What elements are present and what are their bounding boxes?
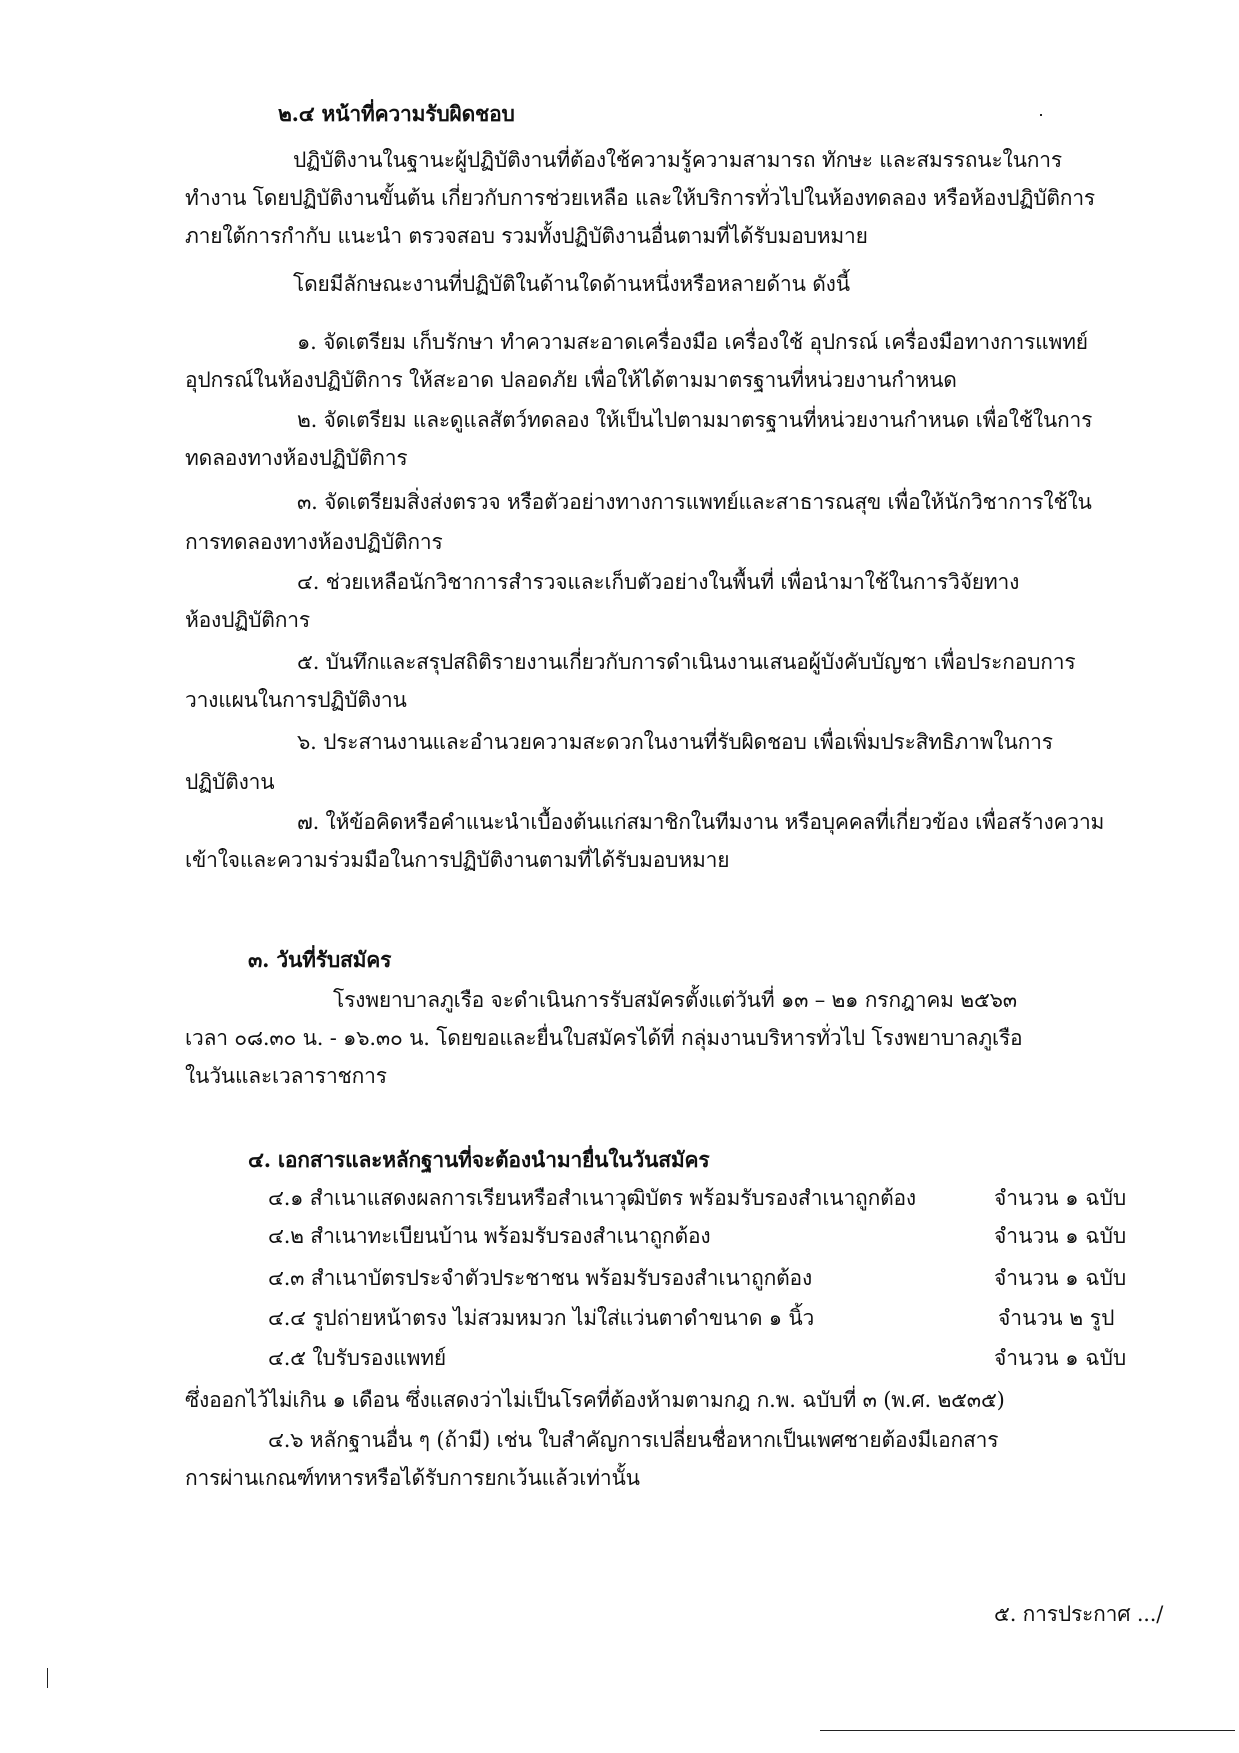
duties-intro: โดยมีลักษณะงานที่ปฏิบัติในด้านใดด้านหนึ่งหรือหลายด้าน ดังนี้ [293, 272, 850, 296]
duty-item-6-line-2: ปฏิบัติงาน [185, 770, 275, 794]
scan-speck [1040, 114, 1042, 116]
scan-edge-mark [47, 1668, 48, 1688]
duty-item-1-line-2: อุปกรณ์ในห้องปฏิบัติการ ให้สะอาด ปลอดภัย เพื่อให้ได้ตามมาตรฐานที่หน่วยงานกำหนด [185, 368, 957, 392]
duty-item-5-line-1: ๕. บันทึกและสรุปสถิติรายงานเกี่ยวกับการดำเนินงานเสนอผู้บังคับบัญชา เพื่อประกอบการ [297, 650, 1076, 674]
medical-certificate-note: ซึ่งออกไว้ไม่เกิน ๑ เดือน ซึ่งแสดงว่าไม่เป็นโรคที่ต้องห้ามตามกฎ ก.พ. ฉบับที่ ๓ (พ.ศ. ๒๕๓๕) [185, 1388, 1005, 1412]
duties-paragraph-line-2: ทำงาน โดยปฏิบัติงานขั้นต้น เกี่ยวกับการช่วยเหลือ และให้บริการทั่วไปในห้องทดลอง หรือห้องปฏิบัติการ [185, 186, 1095, 210]
duty-item-2-line-2: ทดลองทางห้องปฏิบัติการ [185, 446, 408, 470]
application-date-line-3: ในวันและเวลาราชการ [185, 1064, 387, 1088]
application-date-line-2: เวลา ๐๘.๓๐ น. - ๑๖.๓๐ น. โดยขอและยื่นใบสมัครได้ที่ กลุ่มงานบริหารทั่วไป โรงพยาบาลภูเรือ [185, 1026, 1023, 1050]
section-3-heading: ๓. วันที่รับสมัคร [248, 947, 392, 972]
duty-item-2-line-1: ๒. จัดเตรียม และดูแลสัตว์ทดลอง ให้เป็นไปตามมาตรฐานที่หน่วยงานกำหนด เพื่อใช้ในการ [297, 408, 1093, 432]
duties-paragraph-line-1: ปฏิบัติงานในฐานะผู้ปฏิบัติงานที่ต้องใช้ความรู้ความสามารถ ทักษะ และสมรรถนะในการ [293, 148, 1062, 172]
duties-paragraph-line-3: ภายใต้การกำกับ แนะนำ ตรวจสอบ รวมทั้งปฏิบัติงานอื่นตามที่ได้รับมอบหมาย [185, 224, 868, 248]
document-item-4-1: ๔.๑ สำเนาแสดงผลการเรียนหรือสำเนาวุฒิบัตร พร้อมรับรองสำเนาถูกต้อง [268, 1186, 916, 1210]
document-item-4-1-copies: จำนวน ๑ ฉบับ [994, 1186, 1127, 1210]
duty-item-4-line-1: ๔. ช่วยเหลือนักวิชาการสำรวจและเก็บตัวอย่างในพื้นที่ เพื่อนำมาใช้ในการวิจัยทาง [297, 570, 1020, 594]
document-item-4-4: ๔.๔ รูปถ่ายหน้าตรง ไม่สวมหมวก ไม่ใส่แว่นตาดำขนาด ๑ นิ้ว [268, 1306, 815, 1330]
document-item-4-3: ๔.๓ สำเนาบัตรประจำตัวประชาชน พร้อมรับรองสำเนาถูกต้อง [268, 1266, 813, 1290]
duty-item-7-line-1: ๗. ให้ข้อคิดหรือคำแนะนำเบื้องต้นแก่สมาชิกในทีมงาน หรือบุคคลที่เกี่ยวข้อง เพื่อสร้างความ [297, 810, 1105, 834]
document-item-4-4-copies: จำนวน ๒ รูป [998, 1306, 1115, 1330]
duty-item-3-line-1: ๓. จัดเตรียมสิ่งส่งตรวจ หรือตัวอย่างทางการแพทย์และสาธารณสุข เพื่อให้นักวิชาการใช้ใน [297, 490, 1092, 514]
document-item-4-5-copies: จำนวน ๑ ฉบับ [994, 1346, 1127, 1370]
document-item-4-2: ๔.๒ สำเนาทะเบียนบ้าน พร้อมรับรองสำเนาถูกต้อง [268, 1224, 711, 1248]
duty-item-6-line-1: ๖. ประสานงานและอำนวยความสะดวกในงานที่รับผิดชอบ เพื่อเพิ่มประสิทธิภาพในการ [297, 730, 1053, 754]
document-item-4-3-copies: จำนวน ๑ ฉบับ [994, 1266, 1127, 1290]
application-date-line-1: โรงพยาบาลภูเรือ จะดำเนินการรับสมัครตั้งแต่วันที่ ๑๓ – ๒๑ กรกฎาคม ๒๕๖๓ [333, 988, 1017, 1012]
duty-item-3-line-2: การทดลองทางห้องปฏิบัติการ [185, 530, 443, 554]
section-4-heading: ๔. เอกสารและหลักฐานที่จะต้องนำมายื่นในวันสมัคร [248, 1147, 710, 1172]
duty-item-5-line-2: วางแผนในการปฏิบัติงาน [185, 688, 407, 712]
document-item-4-5: ๔.๕ ใบรับรองแพทย์ [268, 1346, 447, 1370]
document-item-4-2-copies: จำนวน ๑ ฉบับ [994, 1224, 1127, 1248]
next-page-indicator: ๕. การประกาศ .../ [994, 1602, 1164, 1626]
document-item-4-6-line-1: ๔.๖ หลักฐานอื่น ๆ (ถ้ามี) เช่น ใบสำคัญการเปลี่ยนชื่อหากเป็นเพศชายต้องมีเอกสาร [268, 1428, 999, 1452]
section-2-4-heading: ๒.๔ หน้าที่ความรับผิดชอบ [278, 101, 515, 126]
duty-item-4-line-2: ห้องปฏิบัติการ [185, 608, 310, 632]
duty-item-7-line-2: เข้าใจและความร่วมมือในการปฏิบัติงานตามที่ได้รับมอบหมาย [185, 848, 730, 872]
document-item-4-6-line-2: การผ่านเกณฑ์ทหารหรือได้รับการยกเว้นแล้วเท่านั้น [185, 1466, 640, 1490]
scan-bottom-line [820, 1730, 1235, 1731]
duty-item-1-line-1: ๑. จัดเตรียม เก็บรักษา ทำความสะอาดเครื่องมือ เครื่องใช้ อุปกรณ์ เครื่องมือทางการแพทย์ [297, 330, 1088, 354]
